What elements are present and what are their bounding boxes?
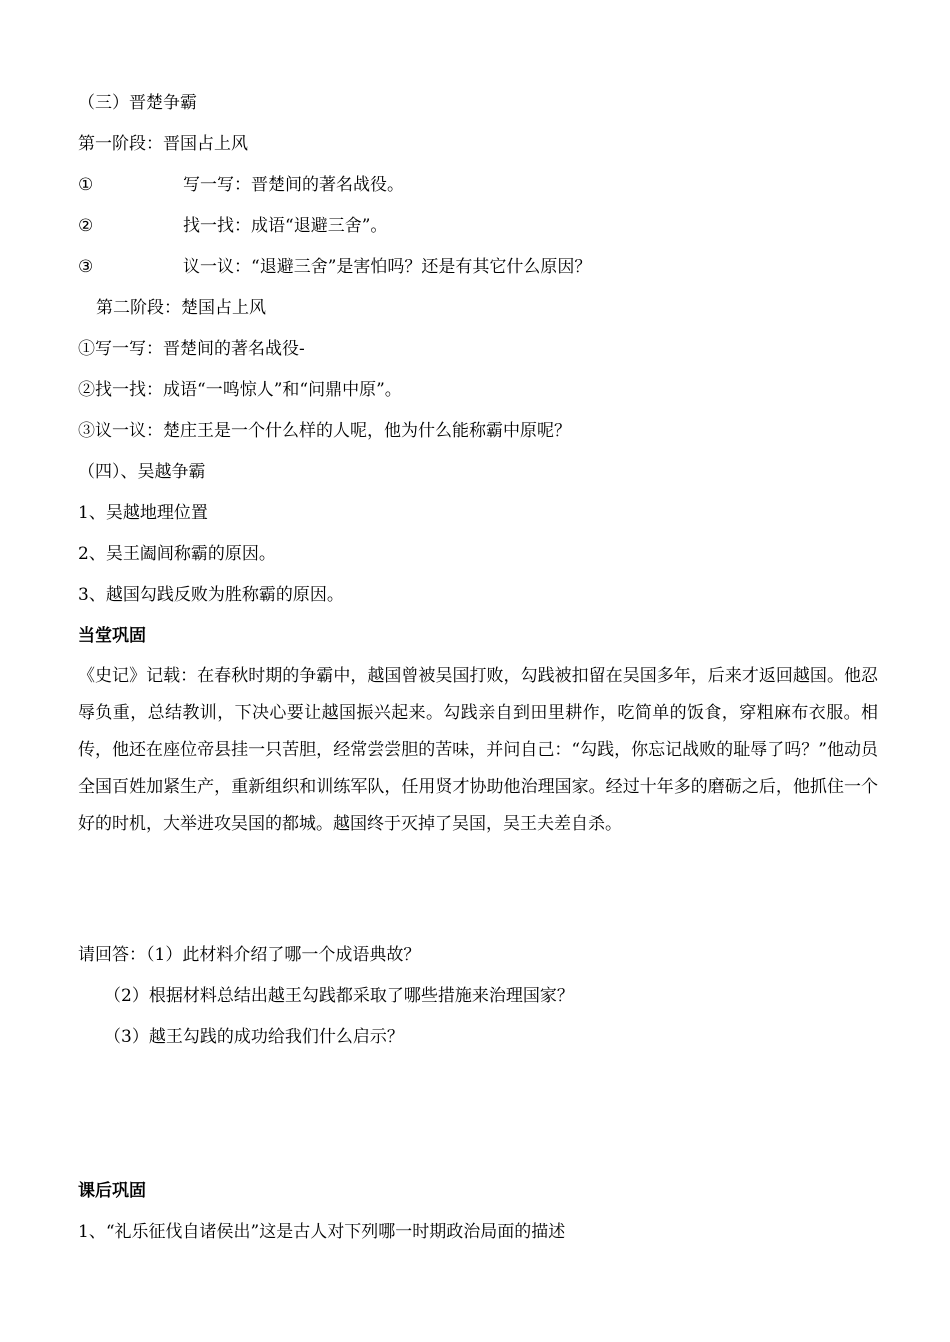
section3-heading: （三）晋楚争霸 <box>78 93 197 113</box>
question-2: （2）根据材料总结出越王勾践都采取了哪些措施来治理国家？ <box>104 986 574 1006</box>
section4-item-2: 2、吴王阖闾称霸的原因。 <box>78 544 276 564</box>
question-1: 请回答：（1）此材料介绍了哪一个成语典故？ <box>78 945 421 965</box>
stage1-title: 第一阶段：晋国占上风 <box>78 134 248 154</box>
section4-heading: （四）、吴越争霸 <box>78 462 206 482</box>
stage1-item-3-text: 议一议：“退避三舍”是害怕吗？还是有其它什么原因？ <box>183 257 592 277</box>
homework-item-1: 1、“礼乐征伐自诸侯出”这是古人对下列哪一时期政治局面的描述 <box>78 1222 566 1242</box>
stage2-item-3: ③议一议：楚庄王是一个什么样的人呢，他为什么能称霸中原呢？ <box>78 421 571 441</box>
stage1-item-1-marker: ① <box>78 175 94 195</box>
stage1-item-2-marker: ② <box>78 216 94 236</box>
question-3: （3）越王勾践的成功给我们什么启示？ <box>104 1027 404 1047</box>
section4-item-1: 1、吴越地理位置 <box>78 503 208 523</box>
homework-heading: 课后巩固 <box>78 1181 146 1201</box>
consolidation-passage: 《史记》记载：在春秋时期的争霸中，越国曾被吴国打败，勾践被扣留在吴国多年，后来才返回越国。他忍辱负重，总结教训，下决心要让越国振兴起来。勾践亲自到田里耕作，吃简单的饭食，穿粗麻布衣服。相传，他还在座位帝县挂一只苦胆，经常尝尝胆的苦味，并问自己：“勾践，你忘记战败的耻辱了吗？”他动员全国百姓加紧生产，重新组织和训练军队，任用贤才协助他治理国家。经过十年多的磨砺之后，他抓住一个好的时机，大举进攻吴国的都城。越国终于灭掉了吴国，吴王夫差自杀。 <box>78 666 878 834</box>
stage2-item-1: ①写一写：晋楚间的著名战役- <box>78 339 305 359</box>
stage1-item-3-marker: ③ <box>78 257 94 277</box>
stage1-item-2-text: 找一找：成语“退避三舍”。 <box>183 216 388 236</box>
section4-item-3: 3、越国勾践反败为胜称霸的原因。 <box>78 585 344 605</box>
stage1-item-1-text: 写一写：晋楚间的著名战役。 <box>183 175 404 195</box>
consolidation-heading: 当堂巩固 <box>78 626 146 646</box>
stage2-title: 第二阶段：楚国占上风 <box>96 298 266 318</box>
stage2-item-2: ②找一找：成语“一鸣惊人”和“问鼎中原”。 <box>78 380 402 400</box>
